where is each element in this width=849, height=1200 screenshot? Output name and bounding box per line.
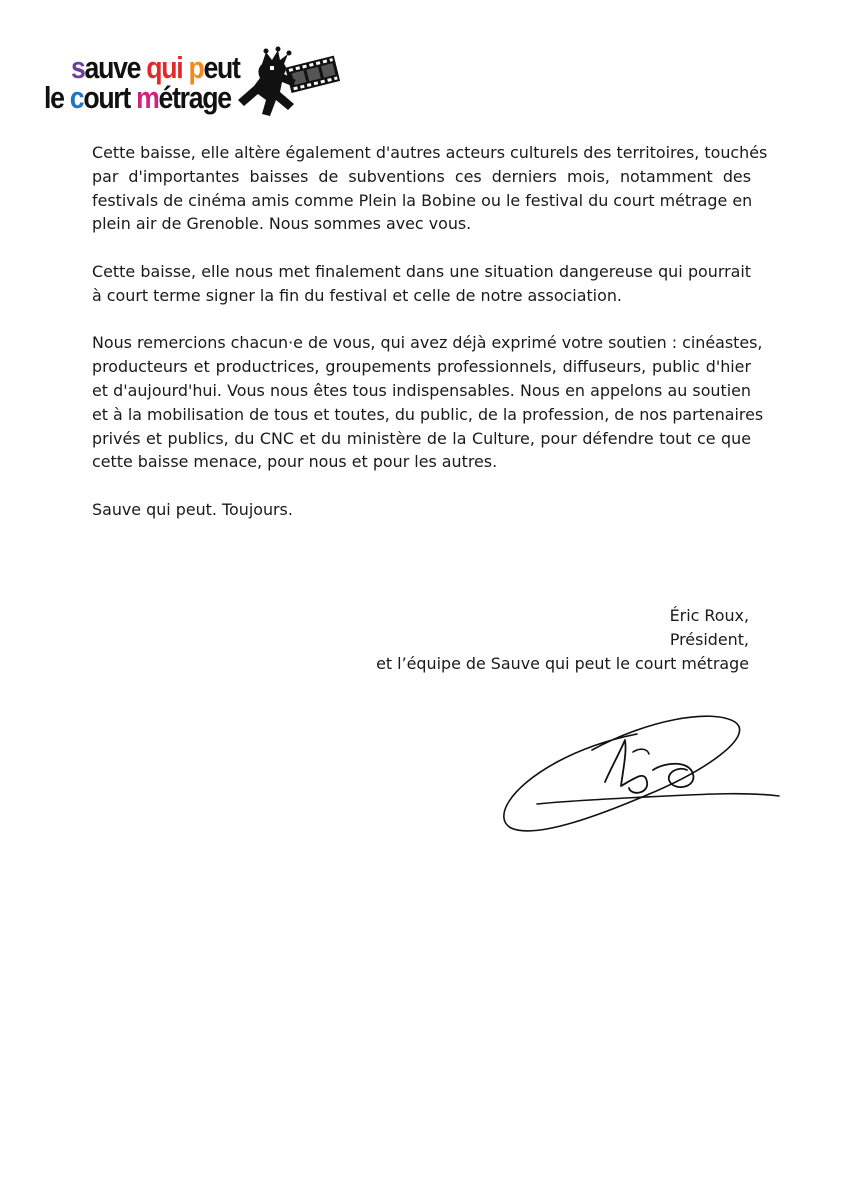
signatory-role: Président, (669, 630, 749, 649)
paragraph-line: Cette baisse, elle nous met finalement dans une situation dangereuse qui pourrait (92, 261, 751, 281)
paragraph-line: festivals de cinéma amis comme Plein la Bobine ou le festival du court métrage en (92, 190, 753, 210)
paragraph-2 (92, 260, 751, 308)
logo-line-1 (71, 52, 240, 83)
paragraph-line: et d'aujourd'hui. Vous nous êtes tous indispensables. Nous en appelons au soutien (92, 380, 751, 400)
logo-word-auve: auve (84, 50, 147, 85)
paragraph-4 (92, 498, 751, 522)
paragraph-line: privés et publics, du CNC et du ministère de la Culture, pour défendre tout ce que (92, 428, 751, 448)
logo-word-eut: eut (203, 50, 240, 85)
logo-word-le: le (44, 80, 70, 115)
logo-word-etrage: étrage (158, 80, 231, 115)
logo-letter-s: s (71, 50, 85, 85)
signatory-team: et l’équipe de Sauve qui peut le court métrage (376, 654, 749, 673)
paragraph-line: plein air de Grenoble. Nous sommes avec vous. (92, 214, 472, 234)
logo-letter-m: m (136, 80, 159, 115)
logo-word-qui: qui (146, 50, 189, 85)
handwritten-signature (497, 700, 787, 845)
paragraph-line: et à la mobilisation de tous et toutes, du public, de la profession, de nos partenaires (92, 404, 764, 424)
logo-line-2 (44, 82, 231, 113)
paragraph-line: à court terme signer la fin du festival et celle de notre association. (92, 285, 622, 305)
jester-film-icon (230, 46, 342, 122)
paragraph-line: cette baisse menace, pour nous et pour les autres. (92, 452, 498, 472)
paragraph-line: Nous remercions chacun·e de vous, qui avez déjà exprimé votre soutien : cinéastes, (92, 333, 763, 353)
signatory-block (376, 604, 749, 676)
signatory-name: Éric Roux, (669, 606, 749, 625)
paragraph-3 (92, 331, 764, 474)
paragraph-1 (92, 141, 768, 236)
letter-body (92, 141, 768, 546)
logo-letter-c: c (69, 80, 84, 115)
paragraph-line: Cette baisse, elle altère également d'autres acteurs culturels des territoires, touchés (92, 143, 768, 162)
paragraph-line: par d'importantes baisses de subventions ces derniers mois, notamment des (92, 166, 751, 186)
logo-word-ourt: ourt (83, 80, 137, 115)
sauve-qui-peut-logo (44, 46, 300, 122)
paragraph-line: Sauve qui peut. Toujours. (92, 499, 293, 519)
logo-letter-p: p (188, 50, 204, 85)
paragraph-line: producteurs et productrices, groupements professionnels, diffuseurs, public d'hier (92, 357, 751, 377)
